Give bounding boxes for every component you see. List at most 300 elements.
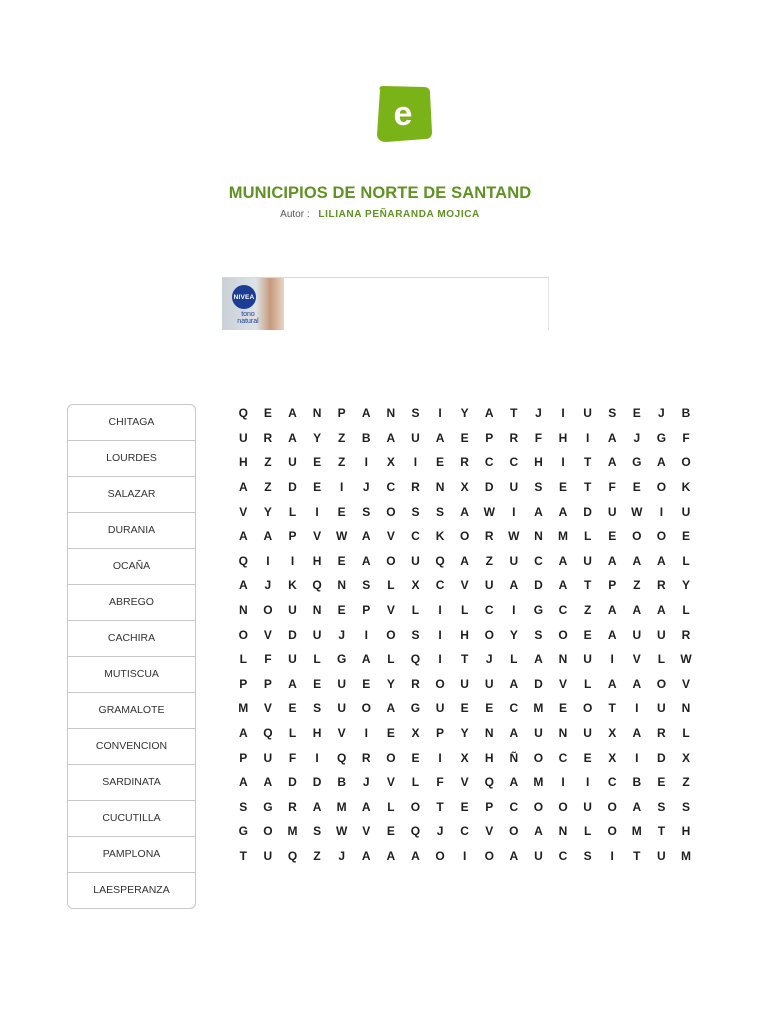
grid-cell[interactable]: A <box>435 430 445 445</box>
grid-cell[interactable]: N <box>681 701 691 716</box>
grid-cell[interactable]: I <box>364 627 368 642</box>
author-name-link[interactable]: LILIANA PEÑARANDA MOJICA <box>318 209 480 220</box>
grid-cell[interactable]: E <box>681 529 690 544</box>
grid-cell[interactable]: V <box>460 775 469 790</box>
grid-cell[interactable]: I <box>315 504 319 519</box>
grid-cell[interactable]: V <box>559 676 568 691</box>
grid-cell[interactable]: F <box>264 652 272 667</box>
grid-cell[interactable]: I <box>438 750 442 765</box>
grid-cell[interactable]: U <box>238 430 248 445</box>
grid-cell[interactable]: A <box>558 578 568 593</box>
grid-cell[interactable]: A <box>263 775 273 790</box>
grid-cell[interactable]: U <box>337 676 346 691</box>
grid-cell[interactable]: U <box>337 701 346 716</box>
grid-cell[interactable]: A <box>534 824 543 839</box>
grid-cell[interactable]: S <box>608 406 617 421</box>
grid-cell[interactable]: C <box>435 578 445 593</box>
grid-cell[interactable]: L <box>239 652 247 667</box>
grid-cell[interactable]: A <box>509 726 519 741</box>
grid-cell[interactable]: N <box>558 726 568 741</box>
grid-cell[interactable]: E <box>313 455 322 470</box>
grid-cell[interactable]: O <box>656 676 667 691</box>
grid-cell[interactable]: Y <box>460 406 469 421</box>
grid-cell[interactable]: I <box>610 848 614 863</box>
grid-cell[interactable]: T <box>657 824 666 839</box>
grid-cell[interactable]: D <box>534 578 543 593</box>
grid-cell[interactable]: L <box>460 603 469 618</box>
grid-cell[interactable]: T <box>608 701 616 716</box>
grid-cell[interactable]: T <box>460 652 469 667</box>
grid-cell[interactable]: A <box>558 553 568 568</box>
grid-cell[interactable]: H <box>312 553 322 568</box>
grid-cell[interactable]: I <box>512 504 516 519</box>
grid-cell[interactable]: S <box>534 627 543 642</box>
grid-cell[interactable]: Q <box>435 553 445 568</box>
grid-cell[interactable]: A <box>632 553 642 568</box>
grid-cell[interactable]: Q <box>312 578 322 593</box>
grid-cell[interactable]: V <box>681 676 690 691</box>
grid-cell[interactable]: L <box>682 553 690 568</box>
grid-cell[interactable]: H <box>312 726 322 741</box>
grid-cell[interactable]: G <box>337 652 347 667</box>
grid-cell[interactable]: I <box>561 455 565 470</box>
grid-cell[interactable]: A <box>534 652 543 667</box>
grid-cell[interactable]: Q <box>484 775 494 790</box>
grid-cell[interactable]: E <box>559 480 568 495</box>
grid-cell[interactable]: U <box>411 553 420 568</box>
grid-cell[interactable]: R <box>411 676 420 691</box>
grid-cell[interactable]: O <box>459 529 470 544</box>
grid-cell[interactable]: U <box>460 676 469 691</box>
grid-cell[interactable]: M <box>680 848 691 863</box>
grid-cell[interactable]: T <box>436 799 444 814</box>
grid-cell[interactable]: A <box>263 529 273 544</box>
grid-cell[interactable]: A <box>607 676 617 691</box>
grid-cell[interactable]: P <box>485 430 494 445</box>
grid-cell[interactable]: Q <box>238 553 248 568</box>
grid-cell[interactable]: Y <box>681 578 690 593</box>
grid-cell[interactable]: A <box>238 529 248 544</box>
grid-cell[interactable]: I <box>266 553 270 568</box>
grid-cell[interactable]: J <box>264 578 272 593</box>
grid-cell[interactable]: I <box>635 701 639 716</box>
grid-cell[interactable]: U <box>534 848 543 863</box>
grid-cell[interactable]: X <box>608 726 617 741</box>
grid-cell[interactable]: Ñ <box>509 750 519 765</box>
grid-cell[interactable]: O <box>607 799 617 814</box>
grid-cell[interactable]: K <box>435 529 445 544</box>
grid-cell[interactable]: G <box>238 824 248 839</box>
grid-cell[interactable]: B <box>361 430 371 445</box>
grid-cell[interactable]: A <box>288 430 297 445</box>
grid-cell[interactable]: J <box>436 824 444 839</box>
grid-cell[interactable]: E <box>460 430 469 445</box>
grid-cell[interactable]: R <box>509 430 519 445</box>
grid-cell[interactable]: N <box>238 603 248 618</box>
grid-cell[interactable]: A <box>288 406 297 421</box>
grid-cell[interactable]: N <box>435 480 445 495</box>
grid-cell[interactable]: I <box>438 627 442 642</box>
grid-cell[interactable]: P <box>239 750 248 765</box>
grid-cell[interactable]: C <box>558 603 568 618</box>
grid-cell[interactable]: M <box>238 701 249 716</box>
grid-cell[interactable]: V <box>337 726 346 741</box>
grid-cell[interactable]: G <box>632 455 642 470</box>
grid-cell[interactable]: U <box>657 627 666 642</box>
grid-cell[interactable]: A <box>509 848 519 863</box>
grid-cell[interactable]: F <box>288 750 297 765</box>
grid-cell[interactable]: K <box>288 578 297 593</box>
grid-cell[interactable]: O <box>386 750 396 765</box>
grid-cell[interactable]: C <box>558 848 568 863</box>
grid-cell[interactable]: F <box>534 430 543 445</box>
grid-cell[interactable]: L <box>288 726 297 741</box>
letter-grid[interactable] <box>231 401 698 868</box>
grid-cell[interactable]: E <box>386 726 395 741</box>
grid-cell[interactable]: A <box>361 652 371 667</box>
grid-cell[interactable]: C <box>509 799 519 814</box>
grid-cell[interactable]: V <box>386 603 395 618</box>
grid-cell[interactable]: O <box>681 455 691 470</box>
grid-cell[interactable]: V <box>239 504 248 519</box>
grid-cell[interactable]: O <box>386 553 396 568</box>
grid-cell[interactable]: S <box>362 504 371 519</box>
grid-cell[interactable]: C <box>460 824 469 839</box>
grid-cell[interactable]: W <box>631 504 643 519</box>
grid-cell[interactable]: O <box>509 824 519 839</box>
grid-cell[interactable]: D <box>312 775 322 790</box>
grid-cell[interactable]: M <box>336 799 347 814</box>
grid-cell[interactable]: O <box>263 603 273 618</box>
grid-cell[interactable]: D <box>288 775 297 790</box>
grid-cell[interactable]: F <box>436 775 444 790</box>
grid-cell[interactable]: A <box>411 848 420 863</box>
grid-cell[interactable]: A <box>607 553 617 568</box>
grid-cell[interactable]: O <box>607 824 617 839</box>
grid-cell[interactable]: L <box>510 652 518 667</box>
grid-cell[interactable]: U <box>509 553 519 568</box>
grid-cell[interactable]: P <box>239 676 248 691</box>
grid-cell[interactable]: U <box>583 553 592 568</box>
grid-cell[interactable]: R <box>411 480 420 495</box>
grid-cell[interactable]: T <box>583 455 592 470</box>
grid-cell[interactable]: N <box>386 406 396 421</box>
grid-cell[interactable]: E <box>608 529 617 544</box>
grid-cell[interactable]: X <box>681 750 690 765</box>
grid-cell[interactable]: I <box>585 430 590 445</box>
grid-cell[interactable]: S <box>239 799 248 814</box>
grid-cell[interactable]: M <box>287 824 298 839</box>
grid-cell[interactable]: I <box>340 480 344 495</box>
grid-cell[interactable]: Q <box>238 406 248 421</box>
grid-cell[interactable]: I <box>512 603 516 618</box>
grid-cell[interactable]: C <box>484 455 494 470</box>
grid-cell[interactable]: D <box>534 676 543 691</box>
grid-cell[interactable]: I <box>438 603 442 618</box>
grid-cell[interactable]: O <box>533 750 544 765</box>
grid-cell[interactable]: A <box>534 504 543 519</box>
grid-cell[interactable]: X <box>460 750 469 765</box>
grid-cell[interactable]: C <box>411 529 420 544</box>
grid-cell[interactable]: S <box>583 848 592 863</box>
grid-cell[interactable]: M <box>533 775 544 790</box>
grid-cell[interactable]: H <box>534 455 543 470</box>
grid-cell[interactable]: L <box>387 578 395 593</box>
grid-cell[interactable]: O <box>656 480 667 495</box>
grid-cell[interactable]: G <box>656 430 667 445</box>
educaplay-logo-icon[interactable] <box>372 84 434 144</box>
grid-cell[interactable]: U <box>411 430 420 445</box>
grid-cell[interactable]: J <box>338 627 346 642</box>
grid-cell[interactable]: Z <box>633 578 641 593</box>
grid-cell[interactable]: K <box>681 480 691 495</box>
grid-cell[interactable]: A <box>657 455 666 470</box>
grid-cell[interactable]: V <box>632 652 641 667</box>
grid-cell[interactable]: E <box>436 455 445 470</box>
grid-cell[interactable]: Z <box>485 553 493 568</box>
grid-cell[interactable]: Z <box>682 775 690 790</box>
grid-cell[interactable]: P <box>337 406 346 421</box>
grid-cell[interactable]: I <box>290 553 295 568</box>
grid-cell[interactable]: T <box>583 480 592 495</box>
grid-cell[interactable]: E <box>559 701 568 716</box>
grid-cell[interactable]: A <box>312 799 322 814</box>
grid-cell[interactable]: E <box>583 750 592 765</box>
grid-cell[interactable]: O <box>632 529 642 544</box>
grid-cell[interactable]: L <box>313 652 321 667</box>
grid-cell[interactable]: P <box>485 799 494 814</box>
grid-cell[interactable]: P <box>362 603 371 618</box>
grid-cell[interactable]: V <box>362 824 371 839</box>
grid-cell[interactable]: E <box>313 676 322 691</box>
grid-cell[interactable]: U <box>583 799 592 814</box>
grid-cell[interactable]: E <box>460 799 469 814</box>
grid-cell[interactable]: Y <box>509 627 518 642</box>
grid-cell[interactable]: O <box>361 701 371 716</box>
grid-cell[interactable]: I <box>561 406 565 421</box>
grid-cell[interactable]: F <box>682 430 690 445</box>
grid-cell[interactable]: A <box>386 430 396 445</box>
grid-cell[interactable]: H <box>558 430 568 445</box>
grid-cell[interactable]: L <box>411 775 420 790</box>
grid-cell[interactable]: C <box>534 553 543 568</box>
grid-cell[interactable]: V <box>386 529 395 544</box>
grid-cell[interactable]: R <box>361 750 371 765</box>
grid-cell[interactable]: Y <box>313 430 322 445</box>
grid-cell[interactable]: H <box>484 750 494 765</box>
grid-cell[interactable]: A <box>238 775 248 790</box>
grid-cell[interactable]: V <box>263 701 272 716</box>
grid-cell[interactable]: T <box>633 848 641 863</box>
grid-cell[interactable]: P <box>288 529 297 544</box>
grid-cell[interactable]: C <box>607 775 617 790</box>
grid-cell[interactable]: A <box>238 480 248 495</box>
grid-cell[interactable]: Q <box>337 750 347 765</box>
grid-cell[interactable]: I <box>364 726 368 741</box>
grid-cell[interactable]: L <box>583 676 592 691</box>
grid-cell[interactable]: S <box>436 504 445 519</box>
grid-cell[interactable]: N <box>312 603 322 618</box>
grid-cell[interactable]: R <box>484 529 494 544</box>
grid-cell[interactable]: U <box>607 504 617 519</box>
grid-cell[interactable]: N <box>558 652 568 667</box>
grid-cell[interactable]: S <box>534 480 543 495</box>
grid-cell[interactable]: O <box>263 824 273 839</box>
grid-cell[interactable]: A <box>288 676 297 691</box>
grid-cell[interactable]: A <box>361 406 371 421</box>
grid-cell[interactable]: N <box>312 406 322 421</box>
grid-cell[interactable]: E <box>632 406 641 421</box>
grid-cell[interactable]: Z <box>264 480 272 495</box>
grid-cell[interactable]: E <box>288 701 297 716</box>
grid-cell[interactable]: A <box>238 726 248 741</box>
grid-cell[interactable]: L <box>288 504 297 519</box>
grid-cell[interactable]: Z <box>264 455 272 470</box>
grid-cell[interactable]: N <box>337 578 346 593</box>
grid-cell[interactable]: A <box>632 726 642 741</box>
grid-cell[interactable]: U <box>632 627 642 642</box>
grid-cell[interactable]: E <box>583 627 592 642</box>
advertisement-banner[interactable] <box>222 277 549 330</box>
grid-cell[interactable]: Q <box>410 824 421 839</box>
grid-cell[interactable]: S <box>411 406 420 421</box>
grid-cell[interactable]: S <box>313 824 322 839</box>
grid-cell[interactable]: S <box>362 578 371 593</box>
grid-cell[interactable]: M <box>533 701 544 716</box>
grid-cell[interactable]: N <box>534 529 543 544</box>
grid-cell[interactable]: I <box>585 775 590 790</box>
grid-cell[interactable]: R <box>681 627 691 642</box>
grid-cell[interactable]: M <box>631 824 642 839</box>
grid-cell[interactable]: E <box>460 701 469 716</box>
grid-cell[interactable]: C <box>484 603 494 618</box>
grid-cell[interactable]: G <box>263 799 273 814</box>
grid-cell[interactable]: V <box>485 824 494 839</box>
grid-cell[interactable]: D <box>484 480 494 495</box>
grid-cell[interactable]: T <box>239 848 247 863</box>
grid-cell[interactable]: Q <box>263 726 273 741</box>
grid-cell[interactable]: A <box>607 430 617 445</box>
grid-cell[interactable]: L <box>387 799 395 814</box>
grid-cell[interactable]: P <box>263 676 272 691</box>
grid-cell[interactable]: O <box>410 799 421 814</box>
grid-cell[interactable]: X <box>386 455 395 470</box>
grid-cell[interactable]: R <box>657 578 666 593</box>
grid-cell[interactable]: O <box>238 627 248 642</box>
grid-cell[interactable]: A <box>361 848 371 863</box>
grid-cell[interactable]: N <box>484 726 494 741</box>
grid-cell[interactable]: U <box>657 701 666 716</box>
grid-cell[interactable]: Z <box>313 848 321 863</box>
grid-cell[interactable]: E <box>337 504 346 519</box>
grid-cell[interactable]: H <box>681 824 691 839</box>
grid-cell[interactable]: A <box>509 676 519 691</box>
grid-cell[interactable]: U <box>583 406 592 421</box>
grid-cell[interactable]: O <box>582 701 593 716</box>
grid-cell[interactable]: E <box>337 553 346 568</box>
grid-cell[interactable]: V <box>386 775 395 790</box>
grid-cell[interactable]: U <box>312 627 322 642</box>
grid-cell[interactable]: N <box>558 824 568 839</box>
grid-cell[interactable]: G <box>533 603 544 618</box>
grid-cell[interactable]: S <box>681 799 690 814</box>
grid-cell[interactable]: A <box>509 578 519 593</box>
grid-cell[interactable]: O <box>435 676 445 691</box>
grid-cell[interactable]: R <box>288 799 297 814</box>
grid-cell[interactable]: I <box>635 750 639 765</box>
grid-cell[interactable]: V <box>263 627 272 642</box>
grid-cell[interactable]: A <box>238 578 248 593</box>
grid-cell[interactable]: J <box>658 406 665 421</box>
grid-cell[interactable]: A <box>657 553 666 568</box>
grid-cell[interactable]: B <box>337 775 346 790</box>
grid-cell[interactable]: I <box>659 504 664 519</box>
grid-cell[interactable]: U <box>534 726 543 741</box>
grid-cell[interactable]: O <box>533 799 544 814</box>
grid-cell[interactable]: A <box>386 848 396 863</box>
grid-cell[interactable]: C <box>558 750 568 765</box>
grid-cell[interactable]: Z <box>338 455 346 470</box>
grid-cell[interactable]: E <box>386 824 395 839</box>
grid-cell[interactable]: U <box>657 848 666 863</box>
grid-cell[interactable]: O <box>484 627 494 642</box>
grid-cell[interactable]: U <box>288 455 297 470</box>
grid-cell[interactable]: G <box>410 701 421 716</box>
grid-cell[interactable]: L <box>682 726 690 741</box>
grid-cell[interactable]: A <box>509 775 519 790</box>
grid-cell[interactable]: U <box>263 848 273 863</box>
grid-cell[interactable]: A <box>632 676 642 691</box>
grid-cell[interactable]: P <box>608 578 617 593</box>
grid-cell[interactable]: J <box>485 652 493 667</box>
grid-cell[interactable]: I <box>413 455 418 470</box>
grid-cell[interactable]: H <box>460 627 469 642</box>
grid-cell[interactable]: F <box>608 480 616 495</box>
grid-cell[interactable]: O <box>656 529 667 544</box>
grid-cell[interactable]: E <box>337 603 346 618</box>
grid-cell[interactable]: A <box>657 603 666 618</box>
grid-cell[interactable]: Y <box>460 726 469 741</box>
grid-cell[interactable]: O <box>386 504 396 519</box>
grid-cell[interactable]: S <box>411 627 420 642</box>
grid-cell[interactable]: L <box>682 603 690 618</box>
grid-cell[interactable]: A <box>386 701 396 716</box>
grid-cell[interactable]: E <box>313 480 322 495</box>
grid-cell[interactable]: W <box>483 504 495 519</box>
grid-cell[interactable]: U <box>484 676 494 691</box>
grid-cell[interactable]: L <box>657 652 666 667</box>
grid-cell[interactable]: Q <box>410 652 421 667</box>
grid-cell[interactable]: W <box>336 824 348 839</box>
grid-cell[interactable]: W <box>336 529 348 544</box>
grid-cell[interactable]: U <box>509 480 519 495</box>
grid-cell[interactable]: Q <box>287 848 298 863</box>
grid-cell[interactable]: L <box>411 603 420 618</box>
grid-cell[interactable]: P <box>436 726 445 741</box>
grid-cell[interactable]: I <box>438 652 442 667</box>
grid-cell[interactable]: J <box>362 480 370 495</box>
grid-cell[interactable]: R <box>657 726 666 741</box>
grid-cell[interactable]: U <box>583 652 592 667</box>
grid-cell[interactable]: I <box>561 775 565 790</box>
grid-cell[interactable]: A <box>607 455 617 470</box>
grid-cell[interactable]: A <box>607 627 617 642</box>
grid-cell[interactable]: I <box>438 406 442 421</box>
grid-cell[interactable]: R <box>460 455 469 470</box>
grid-cell[interactable]: J <box>338 848 346 863</box>
grid-cell[interactable]: W <box>680 652 692 667</box>
grid-cell[interactable]: I <box>610 652 614 667</box>
